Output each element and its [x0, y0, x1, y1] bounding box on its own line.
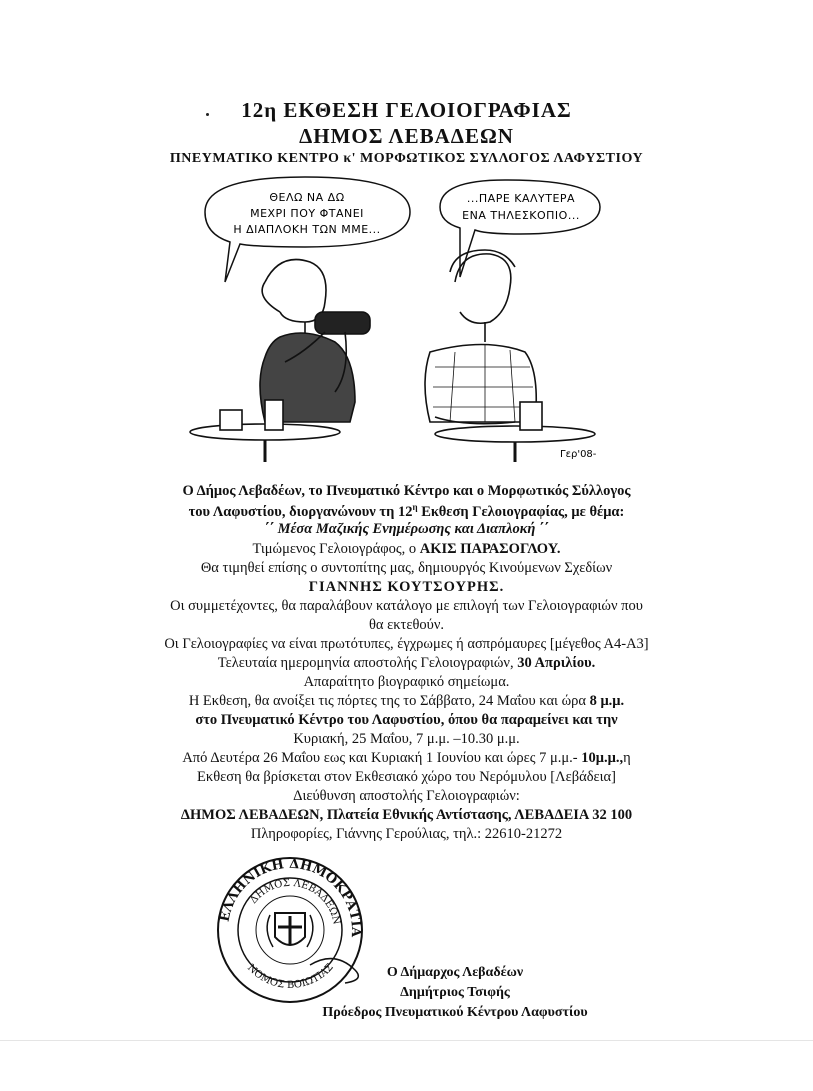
exhibition-theme: ΄΄ Μέσα Μαζικής Ενημέρωσης και Διαπλοκή ΄΄ [264, 521, 549, 537]
intro-line-1: Ο Δήμος Λεβαδέων, το Πνευματικό Κέντρο και ο Μορφωτικός Σύλλογος [182, 483, 631, 499]
cartoon-illustration [185, 172, 605, 472]
bubble-left-line-3: Η ΔΙΑΠΛΟΚΗ ΤΩΝ ΜΜΕ... [233, 223, 381, 236]
second-period-article: η [623, 750, 631, 766]
sunday-hours: Κυριακή, 25 Μαΐου, 7 μ.μ. –10.30 μ.μ. [293, 731, 520, 747]
honored-name: ΑΚΙΣ ΠΑΡΑΣΟΓΛΟΥ. [419, 541, 561, 557]
opening-time: 8 μ.μ. [589, 693, 625, 709]
bubble-right-line-2: ΕΝΑ ΤΗΛΕΣΚΟΠΙΟ... [462, 209, 580, 222]
artist-signature: Γερ'08- [560, 449, 597, 460]
mayor-title: Ο Δήμαρχος Λεβαδέων [386, 965, 524, 980]
intro-line-2b: Εκθεση Γελοιογραφίας, με θέμα: [417, 503, 625, 520]
bubble-right-line-1: ...ΠΑΡΕ ΚΑΛΥΤΕΡΑ [466, 192, 576, 205]
opening-text: Η Εκθεση, θα ανοίξει τις πόρτες της το Σάββατο, 24 Μαΐου και ώρα [188, 693, 590, 709]
mayor-name: Δημήτριος Τσιφής [400, 985, 510, 1000]
also-honored: Θα τιμηθεί επίσης ο συντοπίτης μας, δημιουργός Κινούμενων Σχεδίων [200, 560, 613, 576]
format-requirements: Οι Γελοιογραφίες να είναι πρωτότυπες, έγχρωμες ή ασπρόμαυρες [μέγεθος Α4-Α3] [164, 636, 649, 652]
bio-requirement: Απαραίτητο βιογραφικό σημείωμα. [303, 674, 510, 690]
second-venue: Εκθεση θα βρίσκεται στον Εκθεσιακό χώρο του Νερόμυλου [Λεβάδεια] [197, 769, 616, 785]
seal-bottom-text: ΝΟΜΟΣ ΒΟΙΩΤΙΑΣ [244, 961, 336, 991]
contact-info: Πληροφορίες, Γιάννης Γερούλιας, τηλ.: 22610-21272 [250, 826, 563, 842]
bubble-left-line-2: ΜΕΧΡΙ ΠΟΥ ΦΤΑΝΕΙ [250, 207, 364, 220]
man-seated-right [425, 250, 536, 424]
coat-of-arms-emblem [267, 913, 313, 947]
exhibition-title: 12η ΕΚΘΕΣΗ ΓΕΛΟΙΟΓΡΑΦΙΑΣ [241, 98, 572, 122]
man-with-binoculars [260, 260, 370, 423]
seal-outer-text: ΕΛΛΗΝΙΚΗ ΔΗΜΟΚΡΑΤΙΑ [217, 856, 364, 938]
also-honored-name: ΓΙΑΝΝΗΣ ΚΟΥΤΣΟΥΡΗΣ. [308, 579, 505, 595]
second-period [0, 750, 813, 767]
organizers-heading: ΠΝΕΥΜΑΤΙΚΟ ΚΕΝΤΡΟ κ' ΜΟΡΦΩΤΙΚΟΣ ΣΥΛΛΟΓΟΣ ΛΑΦΥΣΤΙΟΥ [169, 151, 644, 166]
cultural-center-president: Πρόεδρος Πνευματικού Κέντρου Λαφυστίου [322, 1005, 588, 1020]
mailing-address: ΔΗΜΟΣ ΛΕΒΑΔΕΩΝ, Πλατεία Εθνικής Αντίστασης, ΛΕΒΑΔΕΙΑ 32 100 [180, 807, 633, 823]
honored-label: Τιμώμενος Γελοιογράφος, ο [252, 541, 420, 557]
honored-cartoonist [0, 541, 813, 558]
opening-info [0, 693, 813, 710]
catalog-line-2: θα εκτεθούν. [368, 617, 445, 633]
deadline-date: 30 Απριλίου. [517, 655, 596, 671]
address-label: Διεύθυνση αποστολής Γελοιογραφιών: [293, 788, 520, 804]
bubble-left-line-1: ΘΕΛΩ ΝΑ ΔΩ [269, 191, 345, 204]
intro-line-2 [0, 502, 813, 521]
second-period-time: 10μ.μ., [581, 750, 624, 766]
intro-line-2a: του Λαφυστίου, διοργανώνουν τη 12 [188, 503, 413, 520]
municipality-heading: ΔΗΜΟΣ ΛΕΒΑΔΕΩΝ [299, 124, 514, 148]
seal-inner-text: ΔΗΜΟΣ ΛΕΒΑΔΕΩΝ [248, 877, 342, 926]
second-period-text: Από Δευτέρα 26 Μαΐου εως και Κυριακή 1 Ιουνίου και ώρες 7 μ.μ.- [182, 750, 582, 766]
deadline-label: Τελευταία ημερομηνία αποστολής Γελοιογραφιών, [217, 655, 518, 671]
catalog-line-1: Οι συμμετέχοντες, θα παραλάβουν κατάλογο με επιλογή των Γελοιογραφιών που [170, 598, 643, 614]
deadline [0, 655, 813, 672]
scan-edge-line [0, 1040, 813, 1041]
municipal-seal [215, 855, 365, 1005]
venue-line: στο Πνευματικό Κέντρο του Λαφυστίου, όπου θα παραμείνει και την [195, 712, 618, 728]
ordinal-superscript: η [412, 502, 418, 512]
